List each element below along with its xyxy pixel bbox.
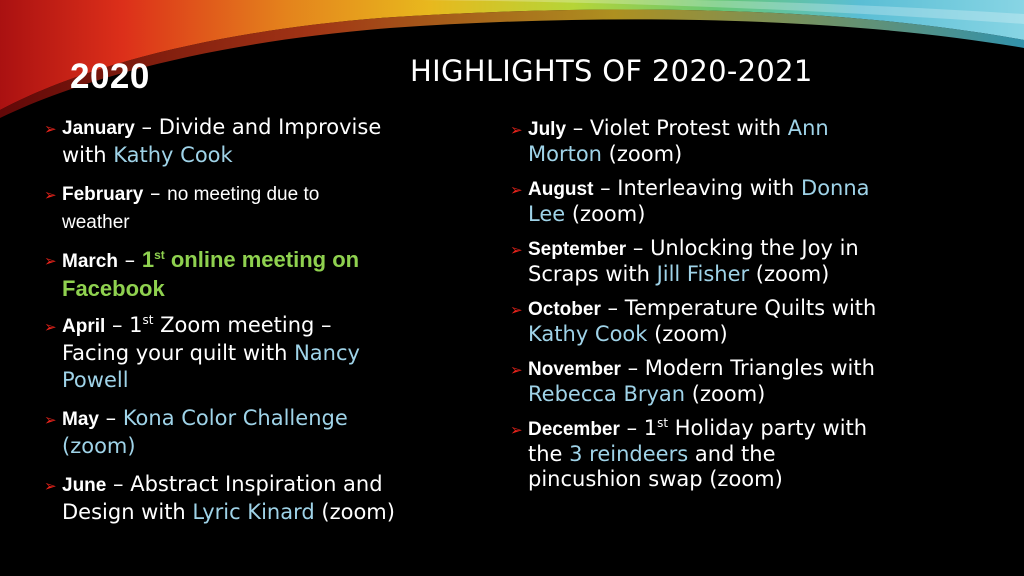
month-label: October [528,299,601,320]
item-august: ➢ August – Interleaving with Donna Lee (zoom) [510,176,870,226]
month-label: August [528,179,594,200]
presenter-name: Lyric Kinard [192,500,315,524]
item-may: ➢ May – Kona Color Challenge (zoom) [44,406,348,458]
month-label: March [62,251,118,272]
item-june: ➢ June – Abstract Inspiration and Design with Lyric Kinard (zoom) [44,472,395,524]
presenter-name: Kathy Cook [528,322,648,346]
arrow-bullet-icon: ➢ [510,361,523,379]
item-july: ➢ July – Violet Protest with Ann Morton (zoom) [510,116,829,166]
arrow-bullet-icon: ➢ [510,421,523,439]
item-april: ➢ April – 1st Zoom meeting – Facing your quilt with Nancy Powell [44,313,360,392]
item-november: ➢ November – Modern Triangles with Rebecca Bryan (zoom) [510,356,875,406]
month-label: November [528,359,621,380]
presenter-name: Lee [528,202,566,226]
month-label: September [528,239,627,260]
arrow-bullet-icon: ➢ [510,181,523,199]
month-label: February [62,184,144,205]
slide-title: HIGHLIGHTS OF 2020-2021 [410,54,813,88]
arrow-bullet-icon: ➢ [44,477,57,495]
month-label: December [528,419,620,440]
arrow-bullet-icon: ➢ [44,318,57,336]
arrow-bullet-icon: ➢ [510,121,523,139]
arrow-bullet-icon: ➢ [44,120,57,138]
presenter-name: Kathy Cook [113,143,233,167]
item-september: ➢ September – Unlocking the Joy in Scraps with Jill Fisher (zoom) [510,236,859,286]
presenter-name: 3 reindeers [569,442,689,466]
month-label: April [62,316,106,337]
arrow-bullet-icon: ➢ [44,411,57,429]
month-label: January [62,118,135,139]
year-heading: 2020 [70,57,150,96]
presenter-name: Morton [528,142,602,166]
arrow-bullet-icon: ➢ [510,241,523,259]
item-october: ➢ October – Temperature Quilts with Kathy Cook (zoom) [510,296,877,346]
month-label: July [528,119,567,140]
presenter-name: Nancy [294,341,360,365]
presenter-name: Rebecca Bryan [528,382,686,406]
arrow-bullet-icon: ➢ [44,186,57,204]
item-january: ➢ January – Divide and Improvise with Kathy Cook [44,115,382,167]
arrow-bullet-icon: ➢ [44,252,57,270]
item-march: ➢ March – 1st online meeting on Facebook [44,247,360,301]
month-label: May [62,409,99,430]
item-february: ➢ February – no meeting due to weather [44,181,320,233]
presenter-name: Jill Fisher [656,262,750,286]
item-december: ➢ December – 1st Holiday party with the 3 reindeers and the pincushion swap (zoom) [510,416,868,491]
month-label: June [62,475,107,496]
arrow-bullet-icon: ➢ [510,301,523,319]
